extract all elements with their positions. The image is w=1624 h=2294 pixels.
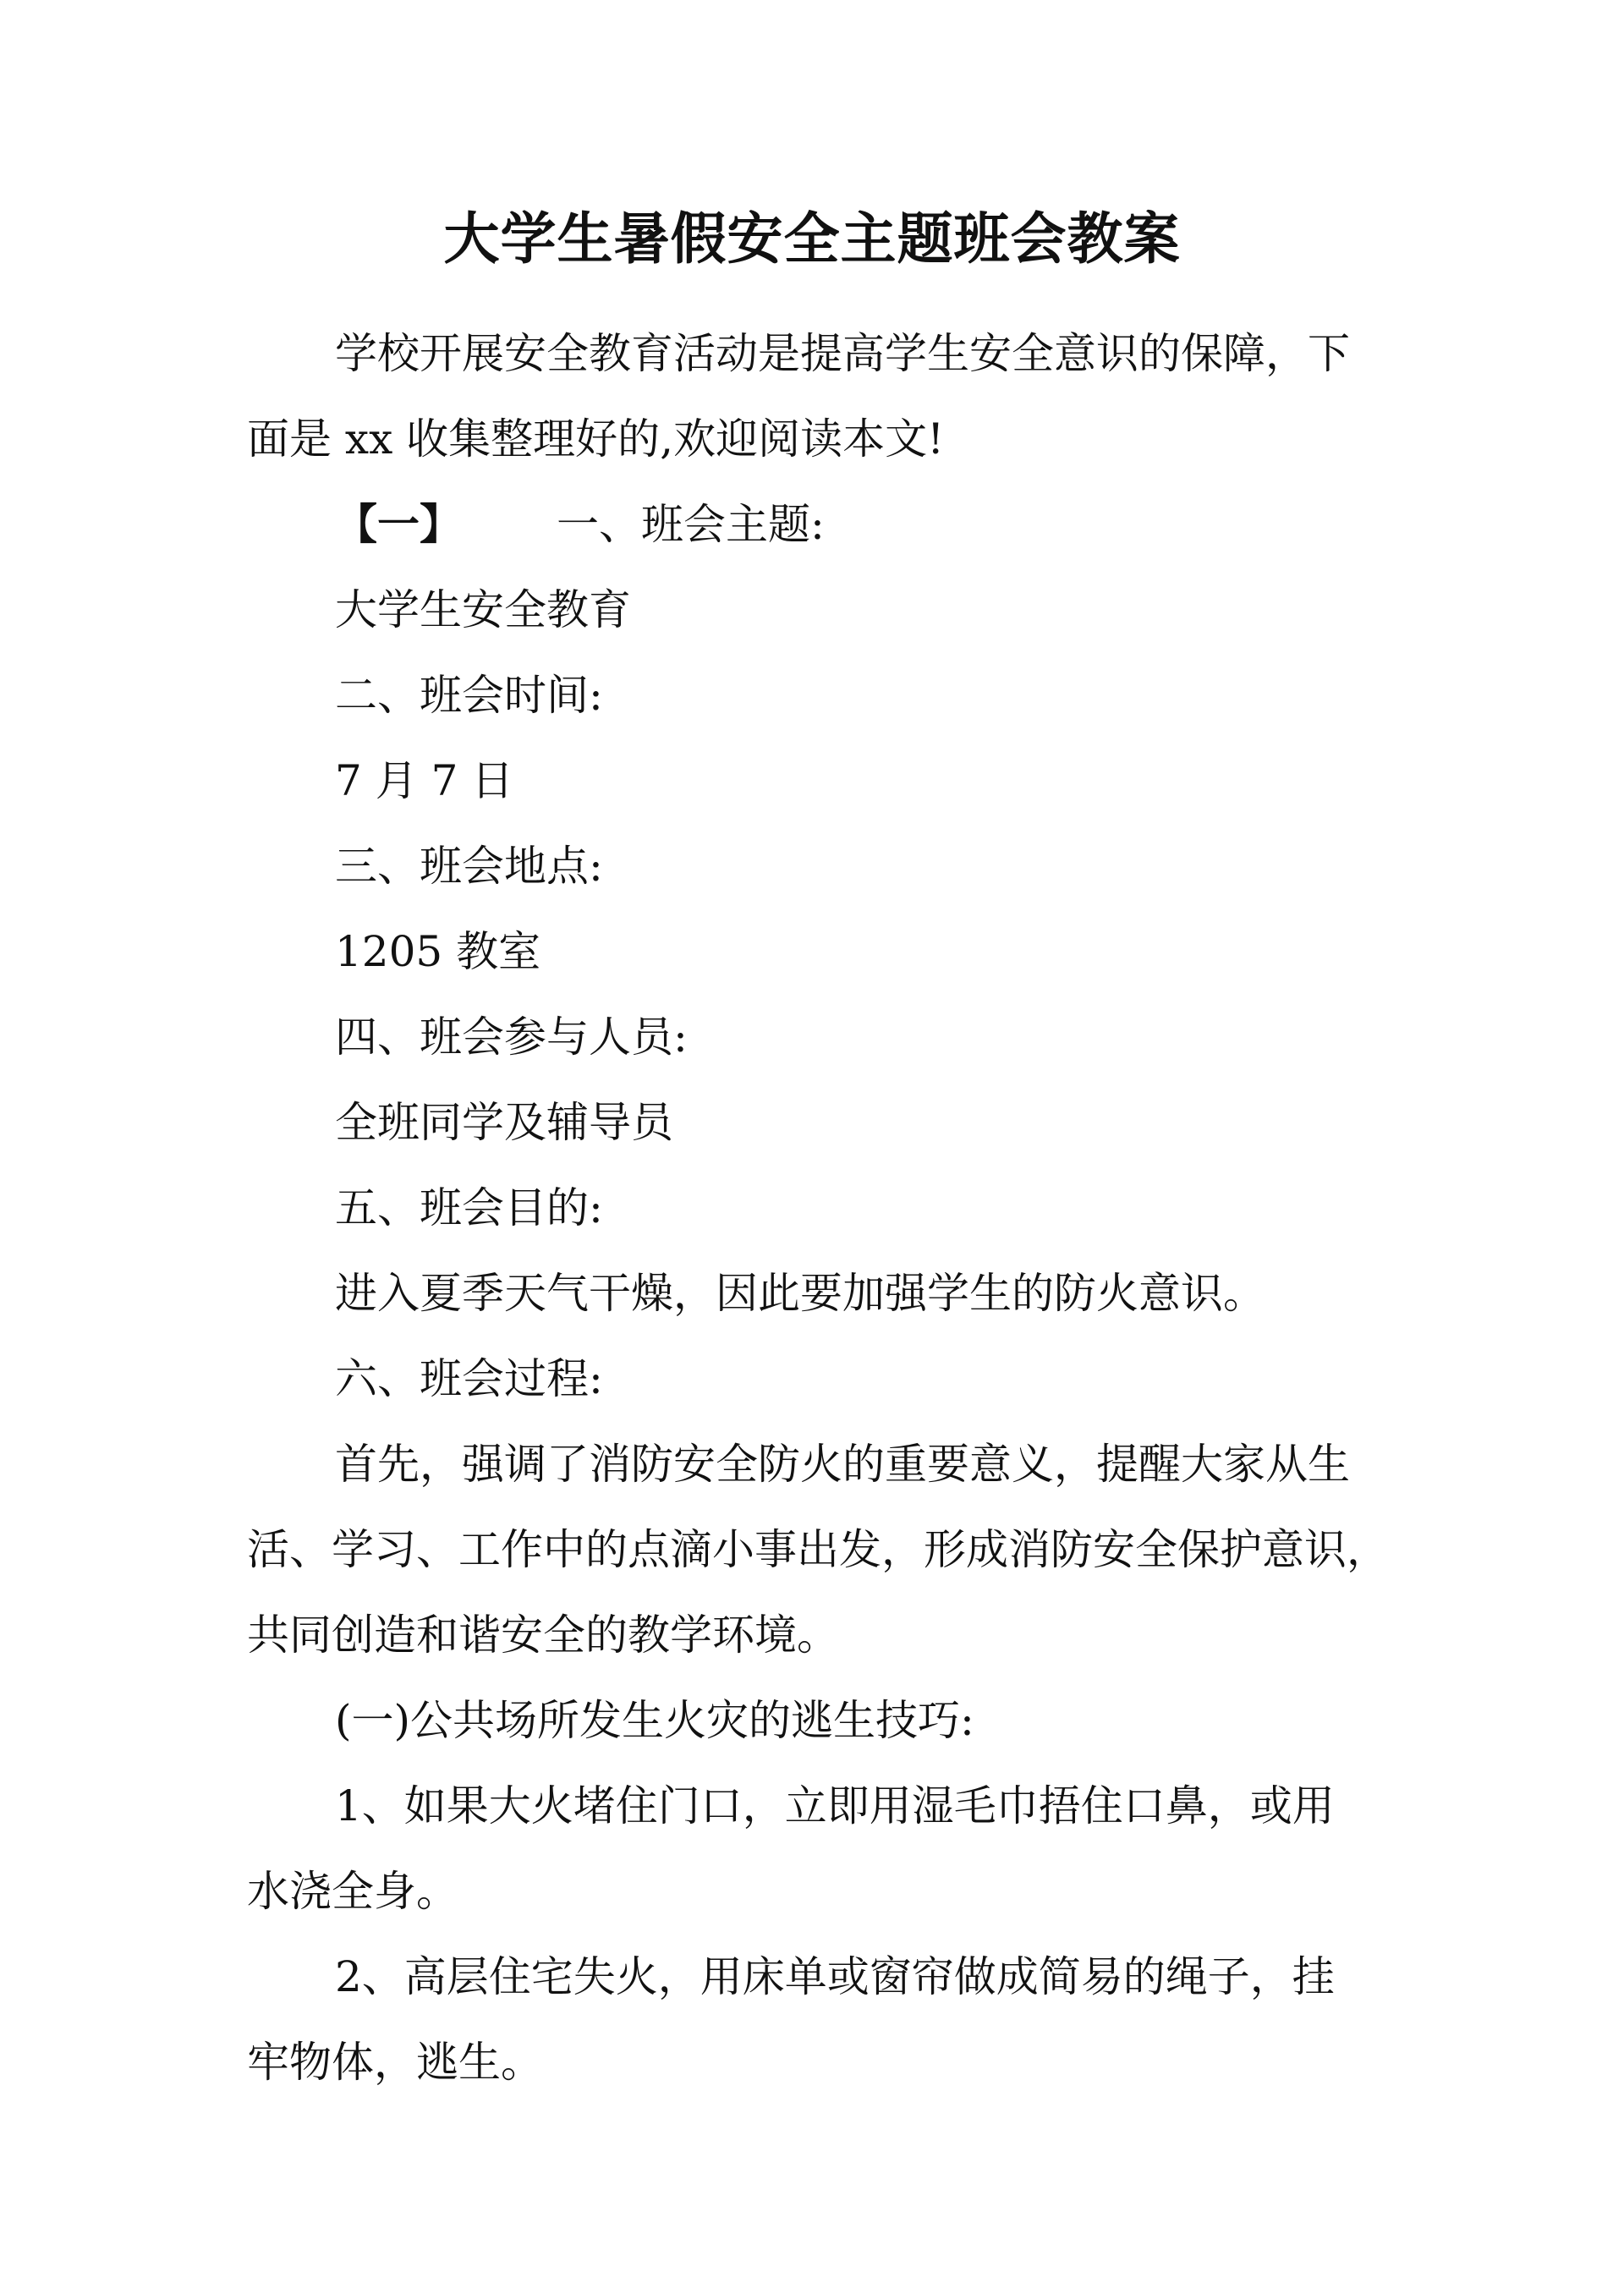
intro-line-1: 学校开展安全教育活动是提高学生安全意识的保障，下 xyxy=(335,329,1350,378)
time-heading: 二、班会时间: xyxy=(335,671,603,720)
place-value: 1205 教室 xyxy=(335,927,541,976)
section-marker: 【一】 xyxy=(335,500,462,549)
process-heading: 六、班会过程: xyxy=(335,1354,603,1403)
participants-value: 全班同学及辅导员 xyxy=(335,1098,673,1147)
tip-2-line-1: 2、高层住宅失火，用床单或窗帘做成简易的绳子，挂 xyxy=(335,1952,1335,2001)
tip-2-line-2: 牢物体，逃生。 xyxy=(247,2038,543,2087)
topic-value: 大学生安全教育 xyxy=(335,585,631,634)
purpose-heading: 五、班会目的: xyxy=(335,1183,603,1232)
tip-1-line-2: 水浇全身。 xyxy=(247,1867,458,1916)
topic-heading: 一、班会主题: xyxy=(557,500,825,549)
document-title: 大学生暑假安全主题班会教案 xyxy=(443,206,1181,272)
place-heading: 三、班会地点: xyxy=(335,842,603,891)
tip-1-line-1: 1、如果大火堵住门口，立即用湿毛巾捂住口鼻，或用 xyxy=(335,1781,1335,1830)
participants-heading: 四、班会参与人员: xyxy=(335,1013,688,1062)
process-paragraph-line-3: 共同创造和谐安全的教学环境。 xyxy=(247,1611,839,1660)
subsection-heading: (一)公共场所发生火灾的逃生技巧: xyxy=(335,1696,974,1745)
process-paragraph-line-2: 活、学习、工作中的点滴小事出发，形成消防安全保护意识， xyxy=(247,1525,1389,1574)
process-paragraph-line-1: 首先，强调了消防安全防火的重要意义，提醒大家从生 xyxy=(335,1440,1350,1489)
section-one-heading-line xyxy=(335,497,825,552)
purpose-value: 进入夏季天气干燥，因此要加强学生的防火意识。 xyxy=(335,1269,1265,1318)
time-value: 7 月 7 日 xyxy=(335,756,514,805)
intro-line-2: 面是 xx 收集整理好的,欢迎阅读本文! xyxy=(247,414,945,464)
